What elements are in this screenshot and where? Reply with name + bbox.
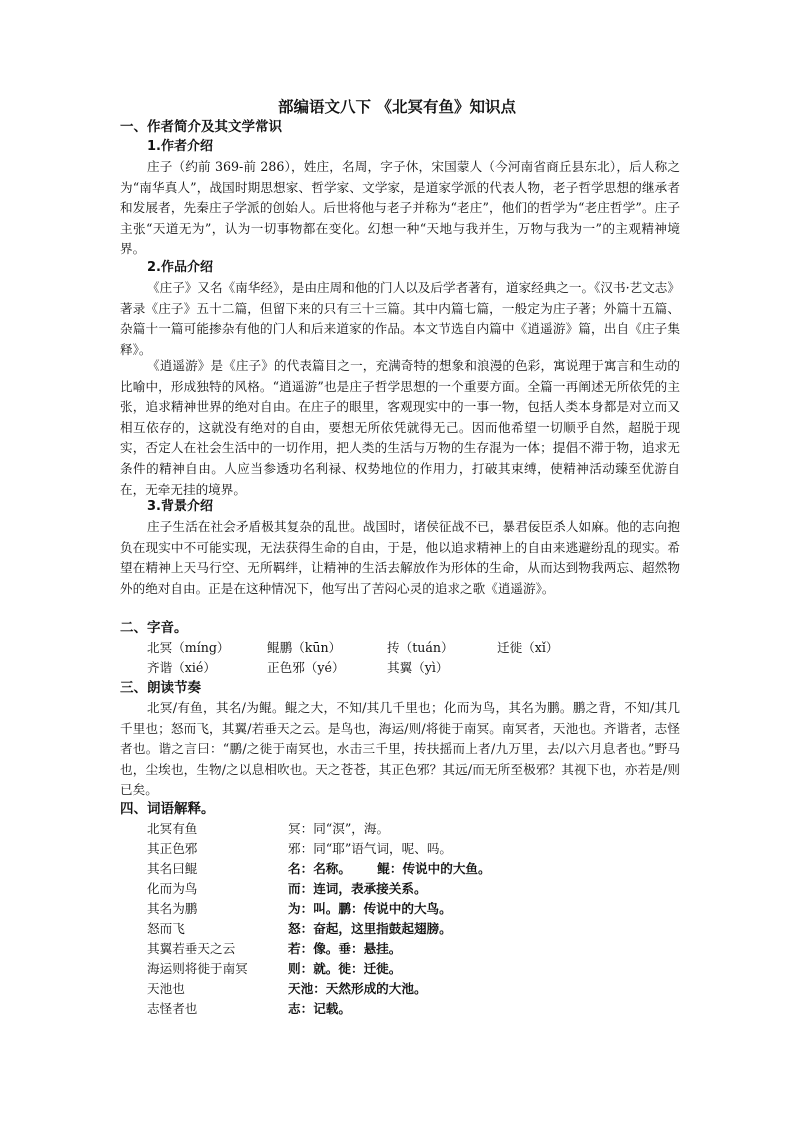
work-intro-heading: 2.作品介绍 — [147, 260, 213, 275]
pronunciation-item: 正色邪（yé） — [267, 660, 345, 675]
vocab-definition: 怒：奋起，这里指鼓起翅膀。 — [288, 921, 452, 936]
section-1-heading: 一、作者简介及其文学常识 — [120, 119, 282, 135]
work-intro-para-1: 《庄子》又名《南华经》，是由庄周和他的门人以及后学者著有，道家经典之一。《汉书·艺文志》著录《庄子》五十二篇，但留下来的只有三十三篇。其中内篇七篇，一般定为庄子著；外篇十五篇、杂篇十一篇可能掺杂有他的门人和后来道家的作品。本文节选自内篇中《逍遥游》篇，出自《庄子集释》。 — [120, 280, 680, 357]
pronunciation-item: 北冥（míng） — [147, 640, 230, 655]
background-text: 庄子生活在社会矛盾极其复杂的乱世。战国时，诸侯征战不已，暴君佞臣杀人如麻。他的志向抱负在现实中不可能实现，无法获得生命的自由，于是，他以追求精神上的自由来逃避纷乱的现实。希望在精神上天马行空、无所羁绊，让精神的生活去解放作为形体的生命，从而达到物我两忘、超然物外的绝对自由。正是在这种情况下，他写出了苦闷心灵的追求之歌《逍遥游》。 — [120, 519, 680, 596]
vocab-word: 海运则将徙于南冥 — [147, 961, 248, 976]
pronunciation-item: 鲲鹏（kūn） — [267, 640, 342, 655]
vocab-word: 化而为鸟 — [147, 881, 198, 896]
author-intro-text: 庄子（约前 369-前 286），姓庄，名周，字子休，宋国蒙人（今河南省商丘县东北），后人称之为“南华真人”，战国时期思想家、哲学家、文学家，是道家学派的代表人物，老子哲学思想的继承者和发展者，先秦庄子学派的创始人。后世将他与老子并称为“老庄”，他们的哲学为“老庄哲学”。庄子主张“天道无为”，认为一切事物都在变化。幻想一种“天地与我并生，万物与我为一”的主观精神境界。 — [120, 159, 680, 257]
pronunciation-item: 齐谐（xié） — [147, 660, 216, 675]
vocab-word: 其翼若垂天之云 — [147, 941, 236, 956]
vocab-word: 其名为鹏 — [147, 901, 198, 916]
vocab-word: 志怪者也 — [147, 1001, 198, 1016]
vocab-word: 其正色邪 — [147, 841, 198, 856]
vocab-definition: 天池：天然形成的大池。 — [288, 981, 427, 996]
vocab-word: 天池也 — [147, 981, 185, 996]
vocab-definition: 邪：同“耶”语气词，呢、吗。 — [288, 841, 453, 856]
vocab-word: 北冥有鱼 — [147, 821, 198, 836]
vocab-definition: 为：叫。鹏：传说中的大鸟。 — [288, 901, 452, 916]
pronunciation-item: 抟（tuán） — [387, 640, 454, 655]
vocab-definition: 则：就。徙：迁徙。 — [288, 961, 402, 976]
pronunciation-item: 迁徙（xǐ） — [497, 640, 559, 655]
reading-rhythm-text: 北冥/有鱼，其名/为鲲。鲲之大，不知/其几千里也；化而为鸟，其名为鹏。鹏之背，不知/其几千里也；怒而飞，其翼/若垂天之云。是鸟也，海运/则/将徙于南冥。南冥者，天池也。齐谐者，志怪者也。谐之言曰：“鹏/之徙于南冥也，水击三千里，抟扶摇而上者/九万里，去/以六月息者也。”野马也，尘埃也，生物/之以息相吹也。天之苍苍，其正色邪？其远/而无所至极邪？其视下也，亦若是/则已矣。 — [120, 700, 680, 798]
section-2-heading: 二、字音。 — [120, 620, 188, 636]
vocab-definition: 志：记载。 — [288, 1001, 351, 1016]
section-4-heading: 四、词语解释。 — [120, 801, 215, 817]
vocab-definition: 名：名称。 鲲：传说中的大鱼。 — [288, 861, 491, 876]
background-heading: 3.背景介绍 — [147, 499, 213, 514]
section-3-heading: 三、朗读节奏 — [120, 680, 201, 696]
vocab-word: 怒而飞 — [147, 921, 185, 936]
page-title: 部编语文八下 《北冥有鱼》知识点 — [278, 98, 516, 116]
vocab-definition: 冥：同“溟”，海。 — [288, 821, 390, 836]
author-intro-heading: 1.作者介绍 — [147, 139, 213, 154]
work-intro-para-2: 《逍遥游》是《庄子》的代表篇目之一，充满奇特的想象和浪漫的色彩，寓说理于寓言和生动的比喻中，形成独特的风格。“逍遥游”也是庄子哲学思想的一个重要方面。全篇一再阐述无所依凭的主张，追求精神世界的绝对自由。在庄子的眼里，客观现实中的一事一物，包括人类本身都是对立而又相互依存的，这就没有绝对的自由，要想无所依凭就得无己。因而他希望一切顺乎自然，超脱于现实，否定人在社会生活中的一切作用，把人类的生活与万物的生存混为一体；提倡不滞于物，追求无条件的精神自由。人应当参透功名利禄、权势地位的作用力，打破其束缚，使精神活动臻至优游自在，无牵无挂的境界。 — [120, 358, 680, 497]
vocab-word: 其名曰鲲 — [147, 861, 198, 876]
vocab-definition: 若：像。垂：悬挂。 — [288, 941, 402, 956]
vocab-definition: 而：连词，表承接关系。 — [288, 881, 427, 896]
pronunciation-item: 其翼（yì） — [387, 660, 449, 675]
